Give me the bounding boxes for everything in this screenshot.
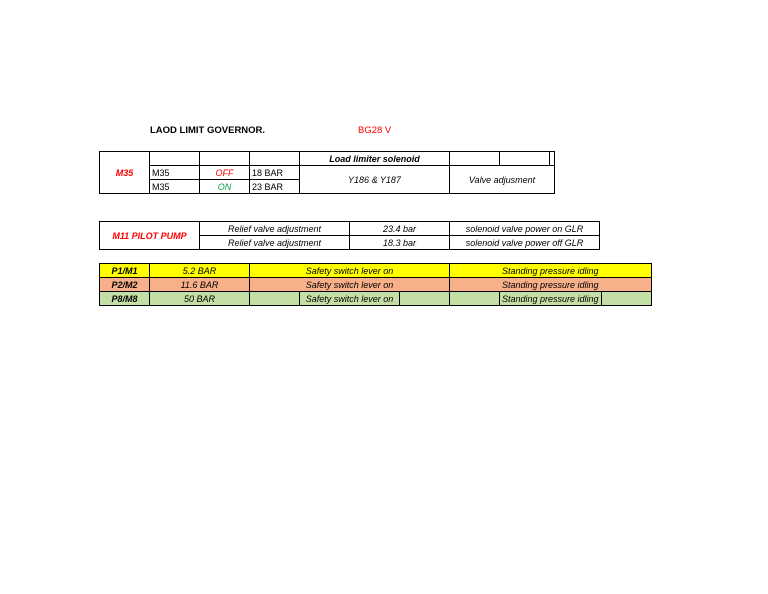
state-on: ON	[200, 180, 250, 194]
port-cell: P2/M2	[100, 278, 150, 292]
value-cell: 18.3 bar	[350, 236, 450, 250]
empty-cell	[400, 292, 450, 306]
note-cell: solenoid valve power off GLR	[450, 236, 600, 250]
row-name: M35	[150, 180, 200, 194]
port-cell: P8/M8	[100, 292, 150, 306]
table-row	[100, 222, 600, 236]
state-cell: Standing pressure idling	[450, 278, 652, 292]
condition-cell: Safety switch lever on	[300, 292, 400, 306]
empty-cell	[550, 152, 555, 166]
table-row	[100, 278, 652, 292]
pressure-table	[99, 263, 652, 306]
state-cell: Standing pressure idling	[500, 292, 602, 306]
empty-cell	[250, 292, 300, 306]
condition-cell: Safety switch lever on	[250, 278, 450, 292]
empty-cell	[200, 152, 250, 166]
valve-adjustment: Valve adjusment	[450, 166, 555, 194]
pressure-cell: 5.2 BAR	[150, 264, 250, 278]
action-cell: Relief valve adjustment	[200, 222, 350, 236]
empty-cell	[250, 152, 300, 166]
pilot-pump-table	[99, 221, 600, 250]
model-label: BG28 V	[358, 125, 392, 136]
state-cell: Standing pressure idling	[450, 264, 652, 278]
pressure-value: 23 BAR	[250, 180, 300, 194]
pressure-cell: 11.6 BAR	[150, 278, 250, 292]
solenoid-header: Load limiter solenoid	[300, 152, 450, 166]
empty-cell	[150, 152, 200, 166]
action-cell: Relief valve adjustment	[200, 236, 350, 250]
value-cell: 23.4 bar	[350, 222, 450, 236]
m35-table	[99, 151, 555, 194]
table-row	[100, 166, 555, 180]
port-cell: P1/M1	[100, 264, 150, 278]
empty-cell	[500, 152, 550, 166]
pressure-value: 18 BAR	[250, 166, 300, 180]
pilot-pump-label: M11 PILOT PUMP	[100, 222, 200, 250]
row-name: M35	[150, 166, 200, 180]
solenoid-ids: Y186 & Y187	[300, 166, 450, 194]
m35-group-label: M35	[100, 152, 150, 194]
state-off: OFF	[200, 166, 250, 180]
empty-cell	[450, 292, 500, 306]
table-row	[100, 292, 652, 306]
condition-cell: Safety switch lever on	[250, 264, 450, 278]
table-row	[100, 152, 555, 166]
pressure-cell: 50 BAR	[150, 292, 250, 306]
note-cell: solenoid valve power on GLR	[450, 222, 600, 236]
table-row	[100, 264, 652, 278]
document-title: LAOD LIMIT GOVERNOR.	[150, 125, 266, 136]
empty-cell	[601, 292, 651, 306]
empty-cell	[450, 152, 500, 166]
